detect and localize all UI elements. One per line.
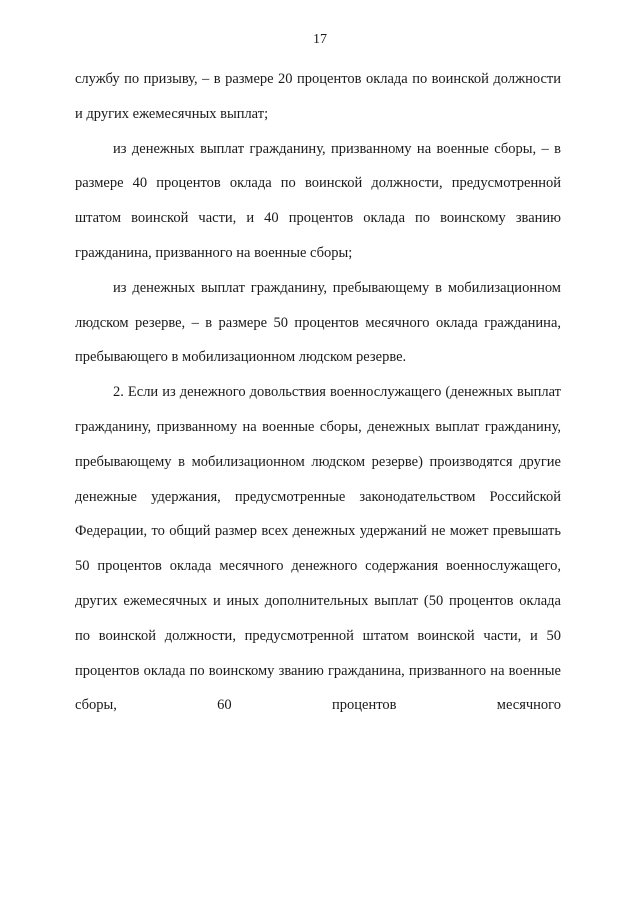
- paragraph-3: из денежных выплат гражданину, пребывающему в мобилизационном людском резерве, – в размере 50 процентов месячного оклада гражданина, пребывающего в мобилизационном людском резерве.: [75, 279, 561, 366]
- paragraph-2: из денежных выплат гражданину, призванному на военные сборы, – в размере 40 процентов оклада по воинской должности, предусмотренной штатом воинской части, и 40 процентов оклада по воинскому званию гражданина, призванного на военные сборы;: [75, 140, 561, 261]
- document-body: [75, 62, 561, 723]
- paragraph-1: службу по призыву, – в размере 20 процентов оклада по воинской должности и других ежемесячных выплат;: [75, 71, 561, 122]
- page-number: 17: [313, 32, 327, 47]
- paragraph-4: 2. Если из денежного довольствия военнослужащего (денежных выплат гражданину, призванному на военные сборы, денежных выплат гражданину, пребывающему в мобилизационном людском резерве) производятся другие денежные удержания, предусмотренные законодательством Российской Федерации, то общий размер всех денежных удержаний не может превышать 50 процентов оклада месячного денежного содержания военнослужащего, других ежемесячных и иных дополнительных выплат (50 процентов оклада по воинской должности, предусмотренной штатом воинской части, и 50 процентов оклада по воинскому званию гражданина, призванного на военные сборы, 60 процентов месячного: [75, 384, 561, 714]
